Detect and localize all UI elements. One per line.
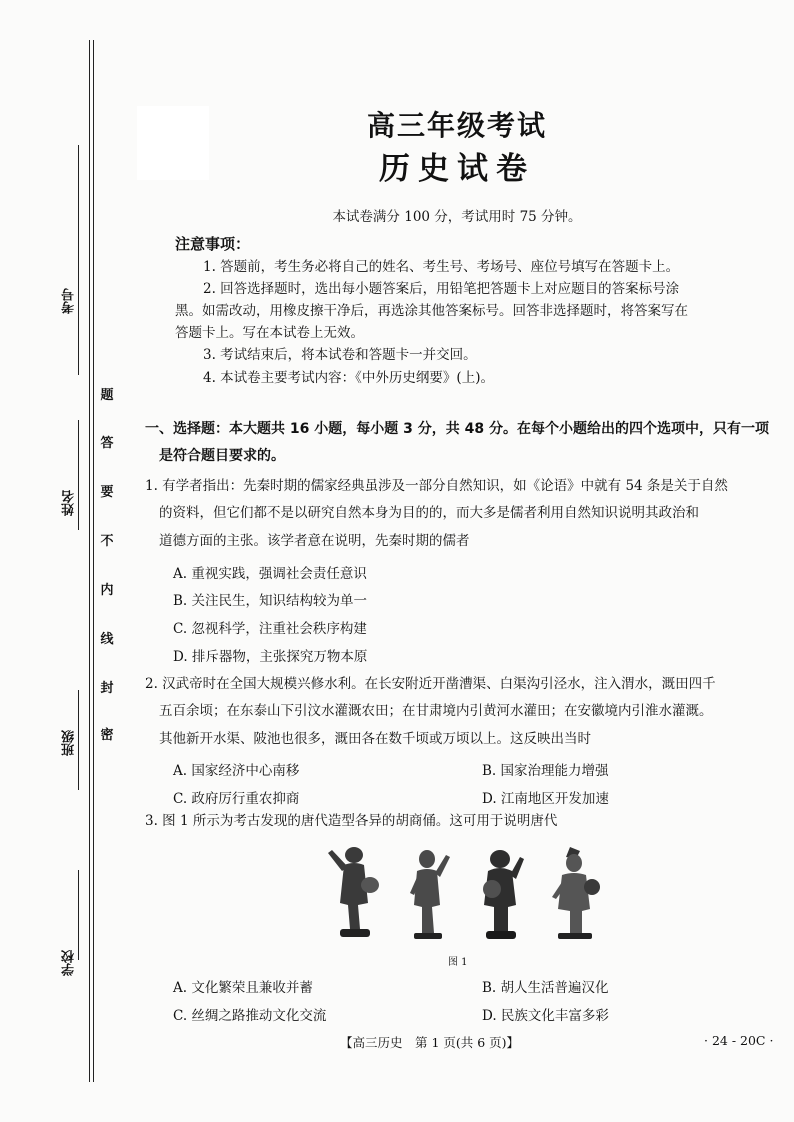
figure-caption: 图 1 <box>448 957 468 968</box>
seal-char: 答 <box>100 436 114 451</box>
q3-option-a[interactable]: A. 文化繁荣且兼收并蓄 <box>173 980 313 996</box>
q2-option-b[interactable]: B. 国家治理能力增强 <box>482 763 609 779</box>
q1-option-d[interactable]: D. 排斥器物，主张探究万物本原 <box>173 649 368 665</box>
question-1-text: 道德方面的主张。该学者意在说明，先秦时期的儒者 <box>159 533 470 549</box>
paper-code: · 24 - 20C · <box>704 1033 774 1048</box>
class-label: 班级 <box>62 730 77 756</box>
notice-line: 黑。如需改动，用橡皮擦干净后，再选涂其他答案标号。回答非选择题时，将答案写在 <box>175 303 688 319</box>
school-line[interactable] <box>78 870 79 960</box>
q3-option-d[interactable]: D. 民族文化丰富多彩 <box>482 1008 609 1024</box>
notice-line: 1. 答题前，考生务必将自己的姓名、考生号、考场号、座位号填写在答题卡上。 <box>203 259 680 275</box>
q1-option-c[interactable]: C. 忽视科学，注重社会秩序构建 <box>173 621 367 637</box>
section-heading: 一、选择题：本大题共 16 小题，每小题 3 分，共 48 分。在每个小题给出的四个选项中，只有一项 <box>145 421 769 437</box>
name-line[interactable] <box>78 420 79 530</box>
q2-option-c[interactable]: C. 政府厉行重农抑商 <box>173 791 300 807</box>
question-1-text: 1. 有学者指出：先秦时期的儒家经典虽涉及一部分自然知识，如《论语》中就有 54 条是关于自然 <box>145 478 728 494</box>
question-2-text: 五百余顷；在东泰山下引汶水灌溉农田；在甘肃境内引黄河水灌田；在安徽境内引淮水灌溉。 <box>159 703 713 719</box>
class-line[interactable] <box>78 690 79 790</box>
question-3-text: 3. 图 1 所示为考古发现的唐代造型各异的胡商俑。这可用于说明唐代 <box>145 813 558 829</box>
seal-char: 不 <box>100 534 114 549</box>
exam-no-label: 考号 <box>62 288 77 314</box>
notice-line: 3. 考试结束后，将本试卷和答题卡一并交回。 <box>203 347 477 363</box>
figurine-1 <box>328 847 379 937</box>
subject-title: 历史试卷 <box>379 151 535 187</box>
seal-char: 要 <box>100 485 114 500</box>
notice-line: 答题卡上。写在本试卷上无效。 <box>175 325 364 341</box>
page-footer: 【高三历史 第 1 页(共 6 页)】 <box>340 1035 520 1050</box>
q2-option-d[interactable]: D. 江南地区开发加速 <box>482 791 609 807</box>
notice-line: 4. 本试卷主要考试内容：《中外历史纲要》(上)。 <box>203 370 494 386</box>
seal-char: 题 <box>100 388 114 403</box>
figurine-3 <box>483 850 524 939</box>
figurine-2 <box>410 850 450 939</box>
question-2-text: 其他新开水渠、陂池也很多，溉田各在数千顷或万顷以上。这反映出当时 <box>159 731 591 747</box>
margin-line-outer <box>89 40 90 1082</box>
question-1-text: 的资料，但它们都不是以研究自然本身为目的的，而大多是儒者利用自然知识说明其政治和 <box>159 505 699 521</box>
notice-title: 注意事项： <box>175 235 251 253</box>
section-heading-cont: 是符合题目要求的。 <box>159 448 285 464</box>
name-label: 姓名 <box>62 490 77 516</box>
seal-char: 内 <box>100 583 114 598</box>
seal-char: 封 <box>100 681 114 696</box>
q3-option-b[interactable]: B. 胡人生活普遍汉化 <box>482 980 609 996</box>
q1-option-a[interactable]: A. 重视实践，强调社会责任意识 <box>173 566 367 582</box>
exam-title: 高三年级考试 <box>366 109 547 142</box>
figurine-4 <box>552 847 600 939</box>
seal-char: 线 <box>100 632 114 647</box>
exam-intro: 本试卷满分 100 分，考试用时 75 分钟。 <box>332 209 582 225</box>
notice-line: 2. 回答选择题时，选出每小题答案后，用铅笔把答题卡上对应题目的答案标号涂 <box>203 281 680 297</box>
seal-char: 密 <box>100 728 114 743</box>
q1-option-b[interactable]: B. 关注民生，知识结构较为单一 <box>173 593 368 609</box>
question-2-text: 2. 汉武帝时在全国大规模兴修水利。在长安附近开凿漕渠、白渠沟引泾水，注入渭水，溉田四千 <box>145 676 716 692</box>
q2-option-a[interactable]: A. 国家经济中心南移 <box>173 763 300 779</box>
school-label: 学校 <box>62 950 77 976</box>
figurines-image <box>322 843 622 943</box>
q3-option-c[interactable]: C. 丝绸之路推动文化交流 <box>173 1008 327 1024</box>
margin-line-inner <box>93 40 94 1082</box>
